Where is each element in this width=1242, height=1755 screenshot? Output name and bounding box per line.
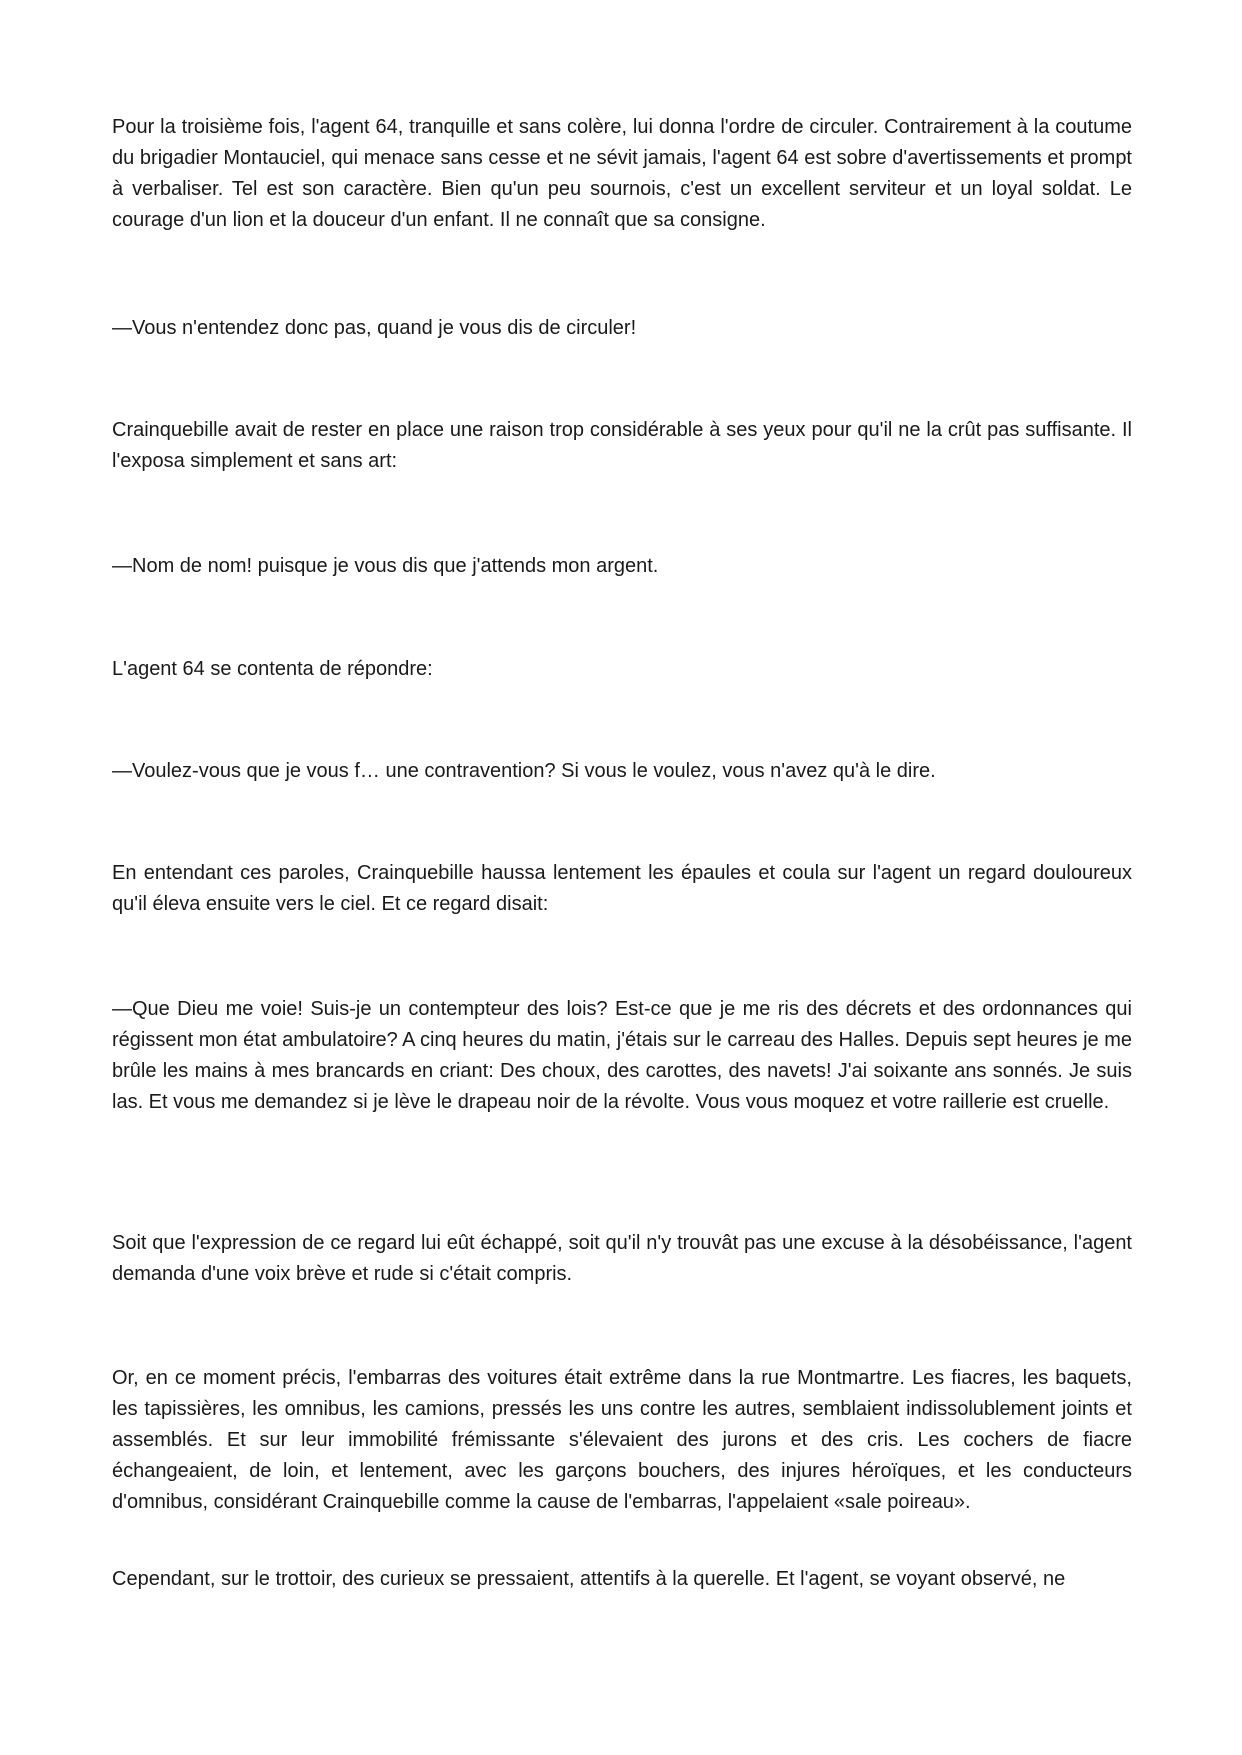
- paragraph-6: —Voulez-vous que je vous f… une contravention? Si vous le voulez, vous n'avez qu'à le dire.: [112, 760, 936, 782]
- paragraph-10: Or, en ce moment précis, l'embarras des voitures était extrême dans la rue Montmartre. Les fiacres, les baquets, les tapissières, les omnibus, les camions, pressés les uns contre les autres, semblaient indissolublement joints et assemblés. Et sur leur immobilité frémissante s'élevaient des jurons et des cris. Les cochers de fiacre échangeaient, de loin, et lentement, avec les garçons bouchers, des injures héroïques, et les conducteurs d'omnibus, considérant Crainquebille comme la cause de l'embarras, l'appelaient «sale poireau».: [112, 1367, 1132, 1513]
- paragraph-5: L'agent 64 se contenta de répondre:: [112, 658, 433, 680]
- paragraph-7: En entendant ces paroles, Crainquebille haussa lentement les épaules et coula sur l'agent un regard douloureux qu'il éleva ensuite vers le ciel. Et ce regard disait:: [112, 862, 1132, 915]
- paragraph-8: —Que Dieu me voie! Suis-je un contempteur des lois? Est-ce que je me ris des décrets et des ordonnances qui régissent mon état ambulatoire? A cinq heures du matin, j'étais sur le carreau des Halles. Depuis sept heures je me brûle les mains à mes brancards en criant: Des choux, des carottes, des navets! J'ai soixante ans sonnés. Je suis las. Et vous me demandez si je lève le drapeau noir de la révolte. Vous vous moquez et votre raillerie est cruelle.: [112, 998, 1132, 1113]
- paragraph-11: Cependant, sur le trottoir, des curieux se pressaient, attentifs à la querelle. Et l'agent, se voyant observé, ne: [112, 1568, 1066, 1590]
- paragraph-1: Pour la troisième fois, l'agent 64, tranquille et sans colère, lui donna l'ordre de circuler. Contrairement à la coutume du brigadier Montauciel, qui menace sans cesse et ne sévit jamais, l'agent 64 est sobre d'avertissements et prompt à verbaliser. Tel est son caractère. Bien qu'un peu sournois, c'est un excellent serviteur et un loyal soldat. Le courage d'un lion et la douceur d'un enfant. Il ne connaît que sa consigne.: [112, 116, 1132, 231]
- paragraph-4: —Nom de nom! puisque je vous dis que j'attends mon argent.: [112, 555, 659, 577]
- paragraph-3: Crainquebille avait de rester en place une raison trop considérable à ses yeux pour qu'il ne la crût pas suffisante. Il l'exposa simplement et sans art:: [112, 419, 1132, 472]
- paragraph-2: —Vous n'entendez donc pas, quand je vous dis de circuler!: [112, 317, 637, 339]
- paragraph-9: Soit que l'expression de ce regard lui eût échappé, soit qu'il n'y trouvât pas une excuse à la désobéissance, l'agent demanda d'une voix brève et rude si c'était compris.: [112, 1232, 1132, 1285]
